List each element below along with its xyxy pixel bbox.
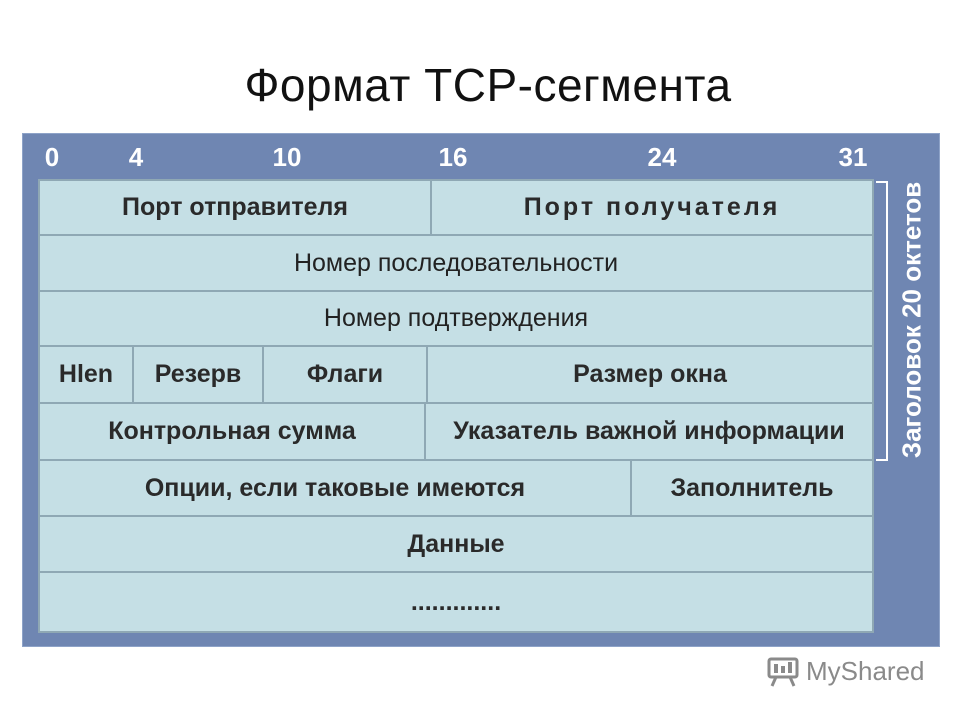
field-checksum: Контрольная сумма — [38, 404, 424, 461]
field-data: Данные — [38, 517, 874, 573]
watermark-text: MyShared — [806, 656, 925, 686]
field-ack-number: Номер подтверждения — [38, 292, 874, 347]
row-ports — [38, 179, 874, 236]
field-destination-port: Порт получателя — [430, 179, 874, 236]
field-reserved: Резерв — [132, 347, 262, 404]
bit-label-4: 4 — [128, 142, 144, 172]
bit-label-0: 0 — [44, 142, 60, 172]
field-urgent-pointer: Указатель важной информации — [424, 404, 874, 461]
row-ack — [38, 292, 874, 347]
tcp-segment-grid — [38, 179, 874, 633]
slide-title: Формат TCP-сегмента — [244, 59, 732, 111]
field-flags: Флаги — [262, 347, 426, 404]
field-padding: Заполнитель — [630, 461, 874, 517]
header-brace — [876, 181, 888, 461]
bit-label-16: 16 — [438, 142, 468, 172]
row-data — [38, 517, 874, 573]
row-ellipsis — [38, 573, 874, 633]
bit-label-10: 10 — [272, 142, 302, 172]
watermark — [766, 656, 925, 687]
row-checksum — [38, 404, 874, 461]
row-options — [38, 461, 874, 517]
projector-icon — [766, 657, 800, 687]
field-window-size: Размер окна — [426, 347, 874, 404]
header-size-label: Заголовок 20 октетов — [896, 181, 927, 459]
row-control — [38, 347, 874, 404]
bit-label-24: 24 — [647, 142, 677, 172]
field-ellipsis: ............. — [38, 573, 874, 633]
field-source-port: Порт отправителя — [38, 179, 430, 236]
row-sequence — [38, 236, 874, 292]
field-options: Опции, если таковые имеются — [38, 461, 630, 517]
bit-label-31: 31 — [838, 142, 868, 172]
field-sequence-number: Номер последовательности — [38, 236, 874, 292]
field-hlen: Hlen — [38, 347, 132, 404]
